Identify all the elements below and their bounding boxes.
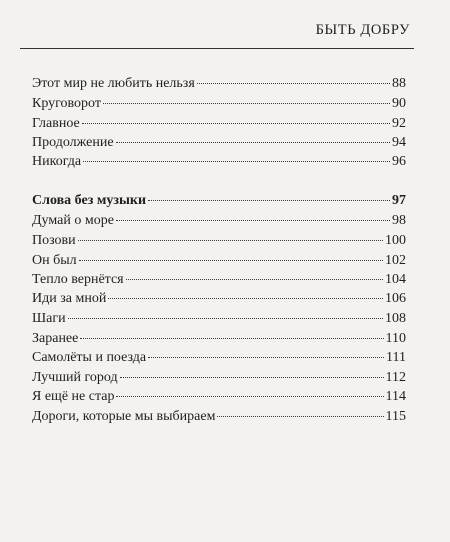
dot-leader: [82, 123, 390, 124]
toc-entry: [32, 408, 406, 426]
toc-entry-page-number: 90: [392, 96, 406, 111]
dot-leader: [116, 396, 383, 397]
toc-entry-page-number: 110: [385, 331, 406, 346]
dot-leader: [116, 142, 390, 143]
toc-entry-title: Думай о море: [32, 213, 114, 228]
toc-entry: [32, 212, 406, 230]
toc-entry-page-number: 96: [392, 154, 406, 169]
toc-entry-title: Продолжение: [32, 135, 114, 150]
toc-entry: [32, 290, 406, 308]
toc-entry-page-number: 92: [392, 116, 406, 131]
dot-leader: [78, 240, 383, 241]
dot-leader: [120, 377, 384, 378]
toc-entry-page-number: 108: [385, 311, 406, 326]
toc-entry: [32, 115, 406, 133]
toc-entry-page-number: 111: [386, 350, 406, 365]
toc-entry: [32, 232, 406, 250]
dot-leader: [68, 318, 383, 319]
toc-entry-title: Я ещё не стар: [32, 389, 115, 404]
toc-entry-title: Никогда: [32, 154, 82, 169]
dot-leader: [83, 161, 390, 162]
toc-entry-title: Слова без музыки: [32, 193, 147, 208]
toc-entry-page-number: 104: [385, 272, 406, 287]
dot-leader: [148, 200, 390, 201]
dot-leader: [217, 416, 383, 417]
toc-entry: [32, 192, 406, 210]
header-rule: [20, 48, 414, 49]
running-title: БЫТЬ ДОБРУ: [315, 22, 410, 38]
bleed-through-text: [150, 452, 280, 462]
toc-entry-page-number: 88: [392, 76, 406, 91]
toc-entry-title: Шаги: [32, 311, 66, 326]
toc-entry-page-number: 94: [392, 135, 406, 150]
dot-leader: [197, 83, 390, 84]
toc-entry-title: Дороги, которые мы выбираем: [32, 409, 216, 424]
toc-entry: [32, 95, 406, 113]
dot-leader: [148, 357, 384, 358]
dot-leader: [103, 103, 390, 104]
dot-leader: [80, 338, 383, 339]
toc-entry-title: Он был: [32, 253, 77, 268]
toc-entry-title: Лучший город: [32, 370, 118, 385]
dot-leader: [116, 220, 390, 221]
toc-entry: [32, 388, 406, 406]
toc-entry: [32, 349, 406, 367]
toc-entry-page-number: 112: [385, 370, 406, 385]
dot-leader: [79, 260, 383, 261]
toc-entry-title: Иди за мной: [32, 291, 107, 306]
toc-entry-page-number: 114: [385, 389, 406, 404]
dot-leader: [108, 298, 383, 299]
toc-entry: [32, 252, 406, 270]
dot-leader: [126, 279, 383, 280]
toc-entry: [32, 310, 406, 328]
toc-entry: [32, 134, 406, 152]
toc-entry-page-number: 98: [392, 213, 406, 228]
toc-entry: [32, 330, 406, 348]
toc-entry: [32, 153, 406, 171]
toc-entry-title: Этот мир не любить нельзя: [32, 76, 195, 91]
toc-entry-page-number: 106: [385, 291, 406, 306]
toc-entry-title: Тепло вернётся: [32, 272, 124, 287]
toc-entry-page-number: 102: [385, 253, 406, 268]
toc-entry-page-number: 97: [392, 193, 406, 208]
toc-entry: [32, 271, 406, 289]
toc-entry-page-number: 115: [385, 409, 406, 424]
toc-entry: [32, 369, 406, 387]
toc-entry-title: Заранее: [32, 331, 79, 346]
toc-entry-title: Главное: [32, 116, 80, 131]
toc-entry-title: Позови: [32, 233, 76, 248]
toc-entry-page-number: 100: [385, 233, 406, 248]
toc-entry-title: Круговорот: [32, 96, 101, 111]
toc-entry: [32, 75, 406, 93]
toc-entry-title: Самолёты и поезда: [32, 350, 147, 365]
